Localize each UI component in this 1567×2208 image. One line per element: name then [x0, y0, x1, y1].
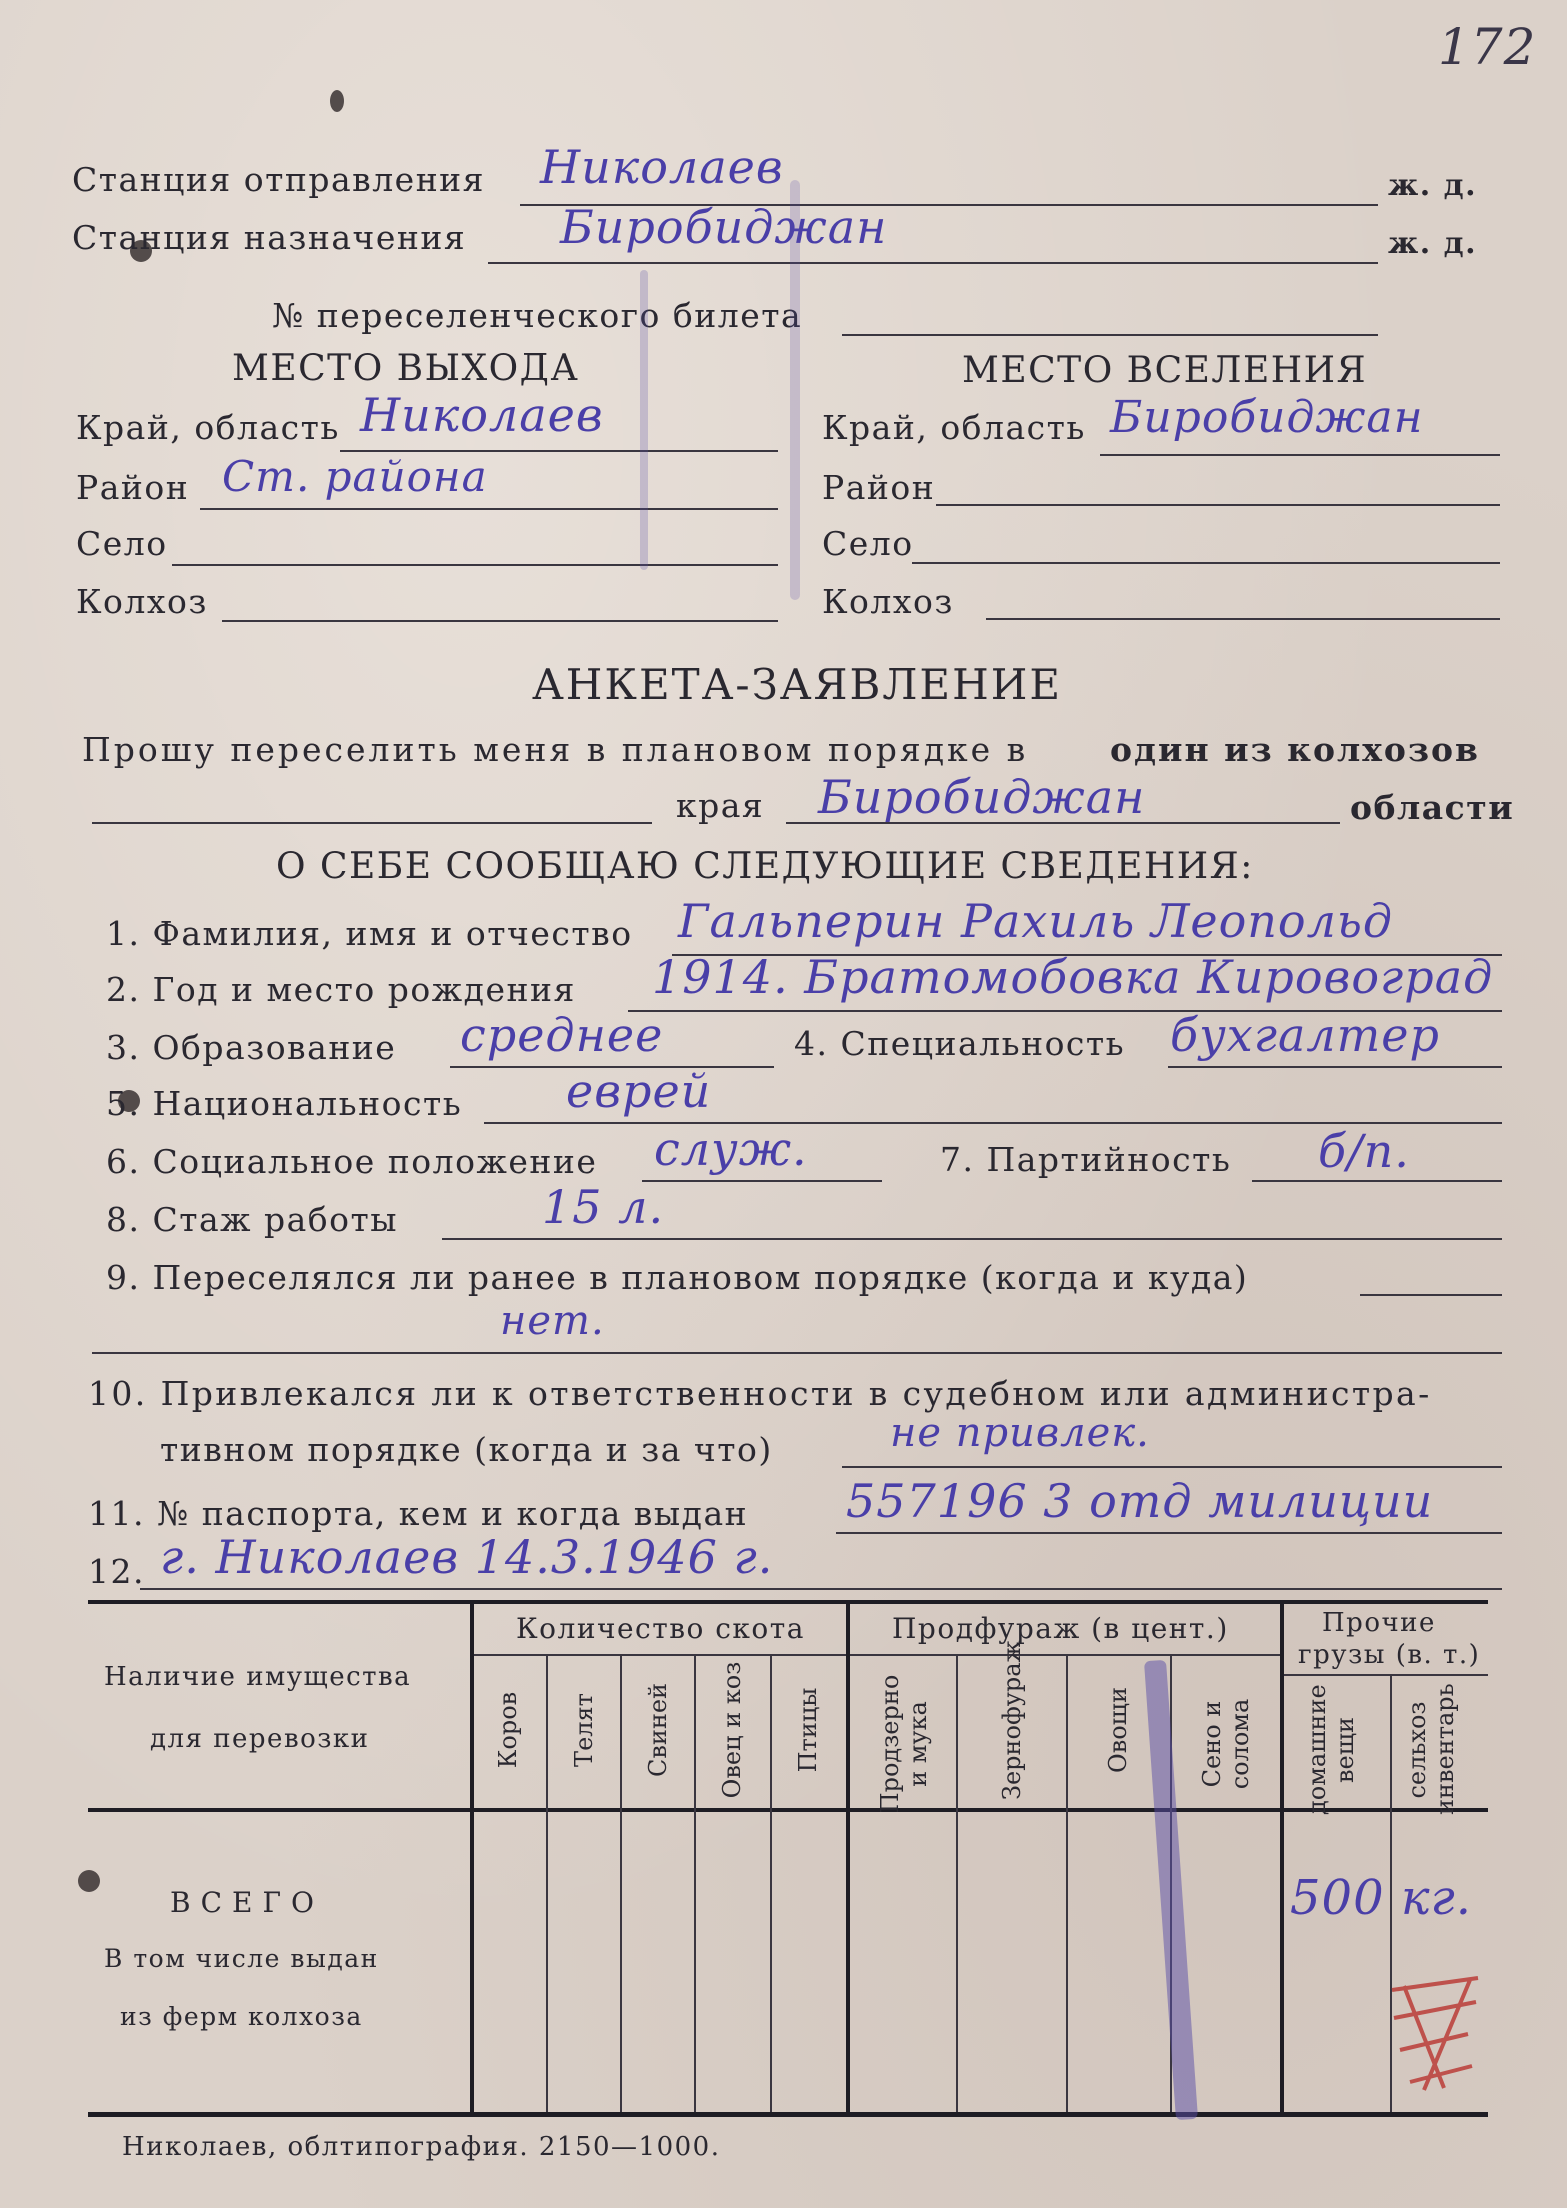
origin-heading: МЕСТО ВЫХОДА — [232, 348, 580, 389]
table-group-rule — [474, 1654, 846, 1656]
col-cows: Коров — [494, 1691, 522, 1769]
item-8-label: 8. Стаж работы — [106, 1200, 399, 1239]
table-divider — [1280, 1604, 1284, 2112]
table-bottom-rule — [88, 2112, 1488, 2117]
item-6-value: служ. — [654, 1122, 808, 1176]
item-9-value: нет. — [500, 1298, 605, 1344]
origin-district-value: Ст. района — [222, 452, 488, 501]
item-10-value: не привлек. — [890, 1410, 1150, 1456]
row-header-a: Наличие имущества — [104, 1662, 412, 1692]
item-7-value: б/п. — [1318, 1124, 1410, 1178]
printer-footer: Николаев, облтипография. 2150—1000. — [122, 2132, 721, 2162]
fill-line — [92, 822, 652, 824]
item-6-label: 6. Социальное положение — [106, 1142, 598, 1181]
row-header-b: для перевозки — [150, 1724, 370, 1754]
fill-line — [442, 1238, 1502, 1240]
item-5-label: 5. Национальность — [106, 1084, 463, 1123]
table-col-rule — [694, 1654, 696, 2112]
table-group-rule — [1284, 1674, 1488, 1676]
destination-region-value: Биробиджан — [1110, 392, 1424, 443]
fill-line — [172, 564, 778, 566]
table-header-rule — [88, 1808, 1488, 1812]
item-11-label: 11. № паспорта, кем и когда выдан — [88, 1494, 749, 1533]
oblast-label: области — [1350, 788, 1515, 827]
origin-region-label: Край, область — [76, 408, 340, 447]
fill-line — [642, 1180, 882, 1182]
fill-line — [488, 262, 1378, 264]
col-fodder: Зернофураж — [998, 1640, 1026, 1800]
item-8-value: 15 л. — [542, 1180, 665, 1234]
fill-line — [222, 620, 778, 622]
form-title: АНКЕТА-ЗАЯВЛЕНИЕ — [532, 660, 1062, 709]
col-calves: Телят — [570, 1693, 598, 1767]
item-4-value: бухгалтер — [1170, 1008, 1440, 1062]
col-vegetables: Овощи — [1104, 1687, 1132, 1773]
fill-line — [1360, 1294, 1502, 1296]
red-check-mark — [1380, 1970, 1490, 2100]
origin-region-value: Николаев — [360, 388, 604, 442]
fill-line — [842, 334, 1378, 336]
item-2-value: 1914. Братомобовка Кировоград — [652, 950, 1494, 1004]
item-12-value: г. Николаев 14.3.1946 г. — [160, 1530, 774, 1584]
col-hay: Сено и солома — [1198, 1698, 1254, 1790]
issued-label-a: В том числе выдан — [104, 1944, 379, 1973]
item-1-value: Гальперин Рахиль Леопольд — [678, 894, 1394, 948]
request-line1: Прошу переселить меня в плановом порядке в — [82, 730, 1029, 769]
item-3-label: 3. Образование — [106, 1028, 397, 1067]
table-top-rule — [88, 1600, 1488, 1604]
fill-line — [912, 562, 1500, 564]
destination-village-label: Село — [822, 524, 914, 563]
table-divider — [846, 1604, 850, 2112]
fill-line — [92, 1352, 1502, 1354]
destination-heading: МЕСТО ВСЕЛЕНИЯ — [962, 350, 1368, 391]
section-title: О СЕБЕ СООБЩАЮ СЛЕДУЮЩИЕ СВЕДЕНИЯ: — [276, 846, 1254, 887]
item-12-label: 12. — [88, 1552, 145, 1591]
table-col-rule — [770, 1654, 772, 2112]
fill-line — [1168, 1066, 1502, 1068]
group-feed: Продфураж (в цент.) — [892, 1612, 1229, 1645]
group-other-a: Прочие — [1322, 1608, 1436, 1638]
fill-line — [936, 504, 1500, 506]
item-7-label: 7. Партийность — [940, 1140, 1232, 1179]
fill-line — [986, 618, 1500, 620]
item-9-label: 9. Переселялся ли ранее в плановом порядке (когда и куда) — [106, 1258, 1249, 1297]
stamp-smudge — [640, 270, 648, 570]
fill-line — [200, 508, 778, 510]
col-grain: Продзерно и мука — [876, 1674, 932, 1814]
fill-line — [842, 1466, 1502, 1468]
destination-kolkhoz-label: Колхоз — [822, 582, 954, 621]
krai-value: Биробиджан — [818, 770, 1146, 824]
group-livestock: Количество скота — [516, 1612, 805, 1645]
item-4-label: 4. Специальность — [794, 1024, 1126, 1063]
issued-label-b: из ферм колхоза — [120, 2002, 363, 2031]
fill-line — [1252, 1180, 1502, 1182]
item-3-value: среднее — [460, 1008, 664, 1062]
item-2-label: 2. Год и место рождения — [106, 970, 576, 1009]
fill-line — [786, 822, 1340, 824]
table-col-rule — [546, 1654, 548, 2112]
krai-label: края — [676, 786, 765, 825]
destination-region-label: Край, область — [822, 408, 1086, 447]
fill-line — [1100, 454, 1500, 456]
station-arrival-label: Станция назначения — [72, 218, 467, 257]
col-farm: сельхоз инвентарь — [1403, 1683, 1459, 1815]
item-11-value: 557196 3 отд милиции — [846, 1474, 1434, 1528]
table-group-rule — [850, 1654, 1280, 1656]
col-poultry: Птицы — [794, 1687, 822, 1773]
item-5-value: еврей — [566, 1064, 712, 1118]
col-pigs: Свиней — [644, 1682, 672, 1778]
station-arrival-value: Биробиджан — [560, 200, 888, 254]
station-departure-label: Станция отправления — [72, 160, 485, 199]
table-col-rule — [956, 1654, 958, 2112]
table-divider — [470, 1604, 474, 2112]
item-10-label-b: тивном порядке (когда и за что) — [160, 1430, 773, 1469]
origin-village-label: Село — [76, 524, 168, 563]
destination-district-label: Район — [822, 468, 936, 507]
table-col-rule — [620, 1654, 622, 2112]
fill-line — [836, 1532, 1502, 1534]
col-sheep: Овец и коз — [718, 1661, 746, 1799]
railway-suffix: ж. д. — [1388, 226, 1478, 261]
item-10-label-a: 10. Привлекался ли к ответственности в судебном или администра- — [88, 1374, 1432, 1413]
railway-suffix: ж. д. — [1388, 168, 1478, 203]
group-other-b: грузы (в. т.) — [1298, 1640, 1481, 1670]
ticket-label: № переселенческого билета — [272, 296, 803, 335]
origin-district-label: Район — [76, 468, 190, 507]
punch-hole — [330, 90, 344, 112]
fill-line — [140, 1588, 1502, 1590]
household-total-value: 500 кг. — [1290, 1870, 1473, 1926]
request-line1-bold: один из колхозов — [1110, 730, 1480, 769]
total-label: ВСЕГО — [170, 1886, 324, 1919]
punch-hole — [78, 1870, 100, 1892]
table-col-rule — [1066, 1654, 1068, 2112]
item-1-label: 1. Фамилия, имя и отчество — [106, 914, 633, 953]
col-household: домашние вещи — [1303, 1684, 1359, 1815]
page-number: 172 — [1438, 18, 1537, 76]
origin-kolkhoz-label: Колхоз — [76, 582, 208, 621]
stamp-smudge — [790, 180, 800, 600]
station-departure-value: Николаев — [540, 140, 784, 194]
